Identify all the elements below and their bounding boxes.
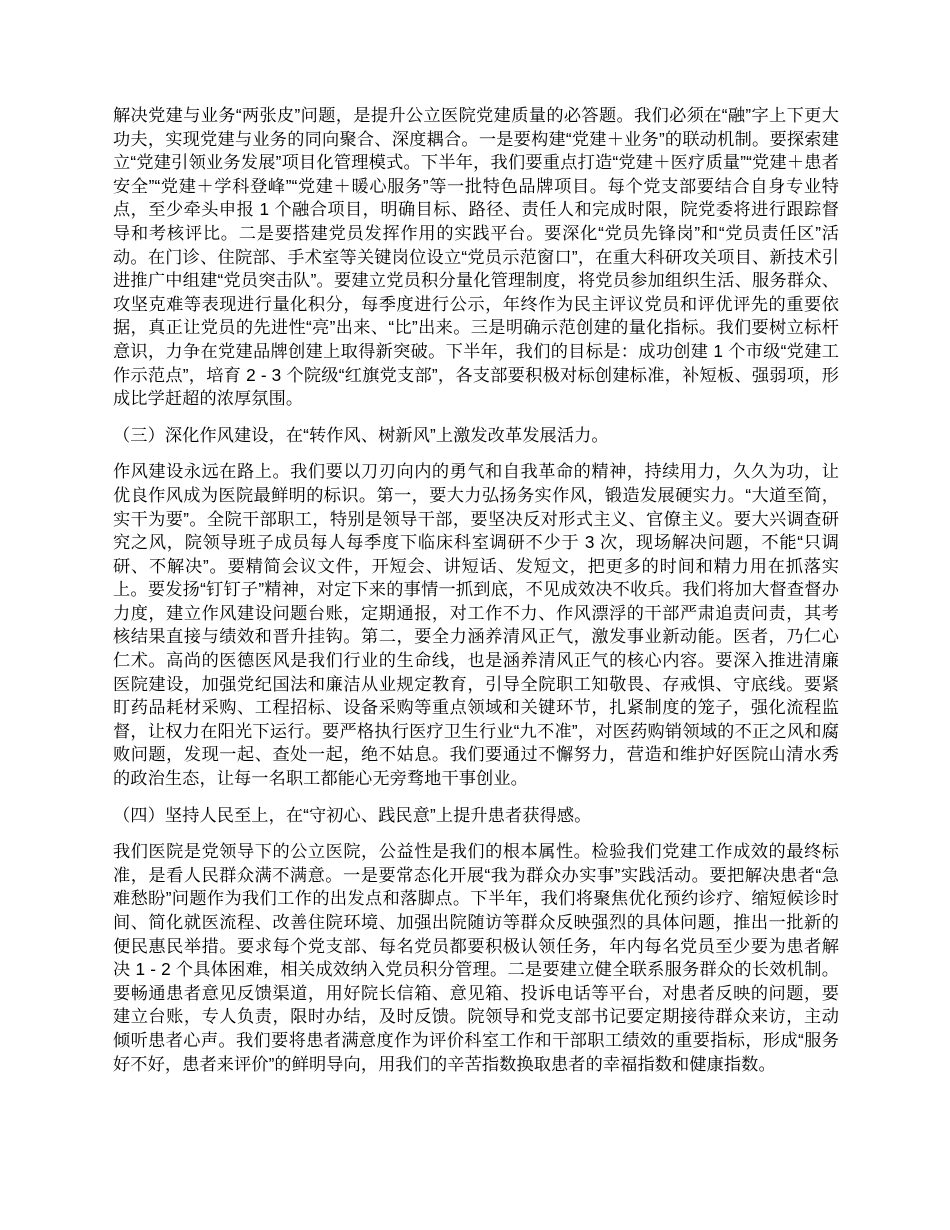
heading-section-four: （四）坚持人民至上，在“守初心、践民意”上提升患者获得感。 [113, 804, 592, 825]
paragraph-work-style-construction: 作风建设永远在路上。我们要以刀刃向内的勇气和自我革命的精神，持续用力，久久为功，让优良作风成为医院最鲜明的标识。第一，要大力弘扬务实作风，锻造发展硬实力。“大道至简，实干为要”。全院干部职工，特别是领导干部，要坚决反对形式主义、官僚主义。要大兴调查研究之风，院领导班子成员每人每季度下临床科室调研不少于 3 次，现场解决问题，不能“只调研、不解决”。要精简会议文件，开短会、讲短话、发短文，把更多的时间和精力用在抓落实上。要发扬“钉钉子”精神，对定下来的事情一抓到底，不见成效决不收兵。我们将加大督查督办力度，建立作风建设问题台账，定期通报，对工作不力、作风漂浮的干部严肃追责问责，其考核结果直接与绩效和晋升挂钩。第二，要全力涵养清风正气，激发事业新动能。医者，乃仁心仁术。高尚的医德医风是我们行业的生命线，也是涵养清风正气的核心内容。要深入推进清廉医院建设，加强党纪国法和廉洁从业规定教育，引导全院职工知敬畏、存戒惧、守底线。要紧盯药品耗材采购、工程招标、设备采购等重点领域和关键环节，扎紧制度的笼子，强化流程监督，让权力在阳光下运行。要严格执行医疗卫生行业“九不准”，对医药购销领域的不正之风和腐败问题，发现一起、查处一起，绝不姑息。我们要通过不懈努力，营造和维护好医院山清水秀的政治生态，让每一名职工都能心无旁骛地干事创业。 [113, 461, 839, 789]
document-body [113, 104, 839, 1076]
paragraph-party-building-business-integration: 解决党建与业务“两张皮”问题，是提升公立医院党建质量的必答题。我们必须在“融”字上下更大功夫，实现党建与业务的同向聚合、深度耦合。一是要构建“党建＋业务”的联动机制。要探索建立“党建引领业务发展”项目化管理模式。下半年，我们要重点打造“党建＋医疗质量”“党建＋患者安全”“党建＋学科登峰”“党建＋暖心服务”等一批特色品牌项目。每个党支部要结合自身专业特点，至少牵头申报 1 个融合项目，明确目标、路径、责任人和完成时限，院党委将进行跟踪督导和考核评比。二是要搭建党员发挥作用的实践平台。要深化“党员先锋岗”和“党员责任区”活动。在门诊、住院部、手术室等关键岗位设立“党员示范窗口”，在重大科研攻关项目、新技术引进推广中组建“党员突击队”。要建立党员积分量化管理制度，将党员参加组织生活、服务群众、攻坚克难等表现进行量化积分，每季度进行公示，年终作为民主评议党员和评优评先的重要依据，真正让党员的先进性“亮”出来、“比”出来。三是明确示范创建的量化指标。我们要树立标杆意识，力争在党建品牌创建上取得新突破。下半年，我们的目标是：成功创建 1 个市级“党建工作示范点”，培育 2 - 3 个院级“红旗党支部”，各支部要积极对标创建标准，补短板、强弱项，形成比学赶超的浓厚氛围。 [113, 105, 839, 409]
heading-section-three: （三）深化作风建设，在“转作风、树新风”上激发改革发展活力。 [113, 424, 609, 445]
paragraph-people-first-patient-satisfaction: 我们医院是党领导下的公立医院，公益性是我们的根本属性。检验我们党建工作成效的最终标准，是看人民群众满不满意。一是要常态化开展“我为群众办实事”实践活动。要把解决患者“急难愁盼”问题作为我们工作的出发点和落脚点。下半年，我们将聚焦优化预约诊疗、缩短候诊时间、简化就医流程、改善住院环境、加强出院随访等群众反映强烈的具体问题，推出一批新的便民惠民举措。要求每个党支部、每名党员都要积极认领任务，年内每名党员至少要为患者解决 1 - 2 个具体困难，相关成效纳入党员积分管理。二是要建立健全联系服务群众的长效机制。要畅通患者意见反馈渠道，用好院长信箱、意见箱、投诉电话等平台，对患者反映的问题，要建立台账，专人负责，限时办结，及时反馈。院领导和党支部书记要定期接待群众来访，主动倾听患者心声。我们要将患者满意度作为评价科室工作和干部职工绩效的重要指标，形成“服务好不好，患者来评价”的鲜明导向，用我们的辛苦指数换取患者的幸福指数和健康指数。 [113, 841, 839, 1074]
